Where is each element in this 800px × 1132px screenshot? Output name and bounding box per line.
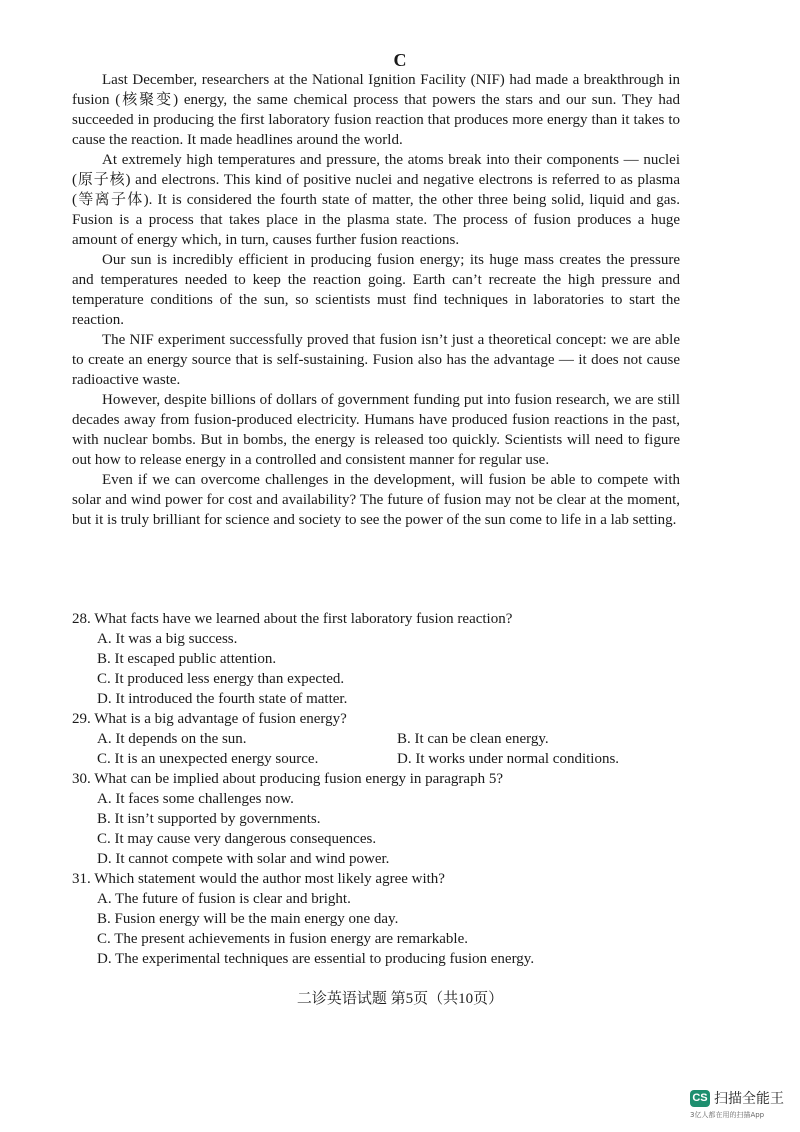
- question-list: [72, 609, 680, 969]
- option-b: B. Fusion energy will be the main energy one day.: [97, 911, 399, 927]
- question-stem: 29. What is a big advantage of fusion energy?: [72, 711, 347, 727]
- option-c: C. It may cause very dangerous consequences.: [97, 831, 377, 847]
- question-stem: 31. Which statement would the author most likely agree with?: [72, 871, 445, 887]
- paragraph-3: Our sun is incredibly efficient in producing fusion energy; its huge mass creates the pressure and temperatures needed to keep the reaction going. Earth can’t recreate the high pressure and temperature conditions of the sun, so scientists must find techniques in laboratories to start the reaction.: [72, 252, 680, 328]
- scanner-app-name: 扫描全能王: [714, 1091, 784, 1107]
- paragraph-2: At extremely high temperatures and pressure, the atoms break into their components — nuclei (原子核) and electrons. This kind of positive nuclei and negative electrons is referred to as plasma (等离子体). It is considered the fourth state of matter, the other three being solid, liquid and gas. Fusion is a process that takes place in the plasma state. The process of fusion produces a huge amount of energy which, in turn, causes further fusion reactions.: [72, 152, 680, 248]
- question-stem: 30. What can be implied about producing fusion energy in paragraph 5?: [72, 771, 503, 787]
- option-a: A. It depends on the sun.: [97, 731, 247, 747]
- paragraph-4: The NIF experiment successfully proved that fusion isn’t just a theoretical concept: we are able to create an energy source that is self-sustaining. Fusion also has the advantage — it does not cause radioactive waste.: [72, 332, 680, 388]
- scanner-tagline: 3亿人都在用的扫描App: [690, 1111, 765, 1119]
- option-c: C. It produced less energy than expected.: [97, 671, 345, 687]
- section-letter: C: [393, 50, 407, 70]
- option-b: B. It can be clean energy.: [397, 731, 549, 747]
- option-d: D. It introduced the fourth state of matter.: [97, 691, 348, 707]
- option-d: D. It works under normal conditions.: [397, 751, 620, 767]
- option-c: C. It is an unexpected energy source.: [97, 751, 319, 767]
- option-a: A. It faces some challenges now.: [97, 791, 294, 807]
- question-28: [72, 609, 680, 709]
- option-a: A. The future of fusion is clear and bright.: [97, 891, 351, 907]
- option-a: A. It was a big success.: [97, 631, 238, 647]
- question-31: [72, 869, 680, 969]
- paragraph-5: However, despite billions of dollars of government funding put into fusion research, we are still decades away from fusion-produced electricity. Humans have produced fusion reactions in the past, with nuclear bombs. But in bombs, the energy is released too quickly. Scientists will need to figure out how to release energy in a controlled and consistent manner for regular use.: [72, 392, 680, 468]
- option-b: B. It escaped public attention.: [97, 651, 277, 667]
- question-stem: 28. What facts have we learned about the first laboratory fusion reaction?: [72, 611, 513, 627]
- option-d: D. It cannot compete with solar and wind power.: [97, 851, 390, 867]
- question-29: [72, 709, 680, 769]
- option-d: D. The experimental techniques are essential to producing fusion energy.: [97, 951, 535, 967]
- option-c: C. The present achievements in fusion energy are remarkable.: [97, 931, 468, 947]
- camscanner-logo-icon: CS: [690, 1090, 710, 1107]
- option-grid: [97, 729, 680, 769]
- scanner-watermark: [690, 1088, 784, 1108]
- page-footer: 二诊英语试题 第5页（共10页）: [296, 991, 504, 1007]
- paragraph-6: Even if we can overcome challenges in the development, will fusion be able to compete with solar and wind power for cost and availability? The future of fusion may not be clear at the moment, but it is truly brilliant for science and society to see the power of the sun come to life in a lab setting.: [72, 472, 680, 528]
- paragraph-1: Last December, researchers at the National Ignition Facility (NIF) had made a breakthrough in fusion (核聚变) energy, the same chemical process that powers the stars and our sun. They had succeeded in producing the first laboratory fusion reaction that produces more energy than it takes to cause the reaction. It made headlines around the world.: [72, 72, 680, 148]
- option-b: B. It isn’t supported by governments.: [97, 811, 321, 827]
- question-30: [72, 769, 680, 869]
- reading-passage: [72, 70, 680, 530]
